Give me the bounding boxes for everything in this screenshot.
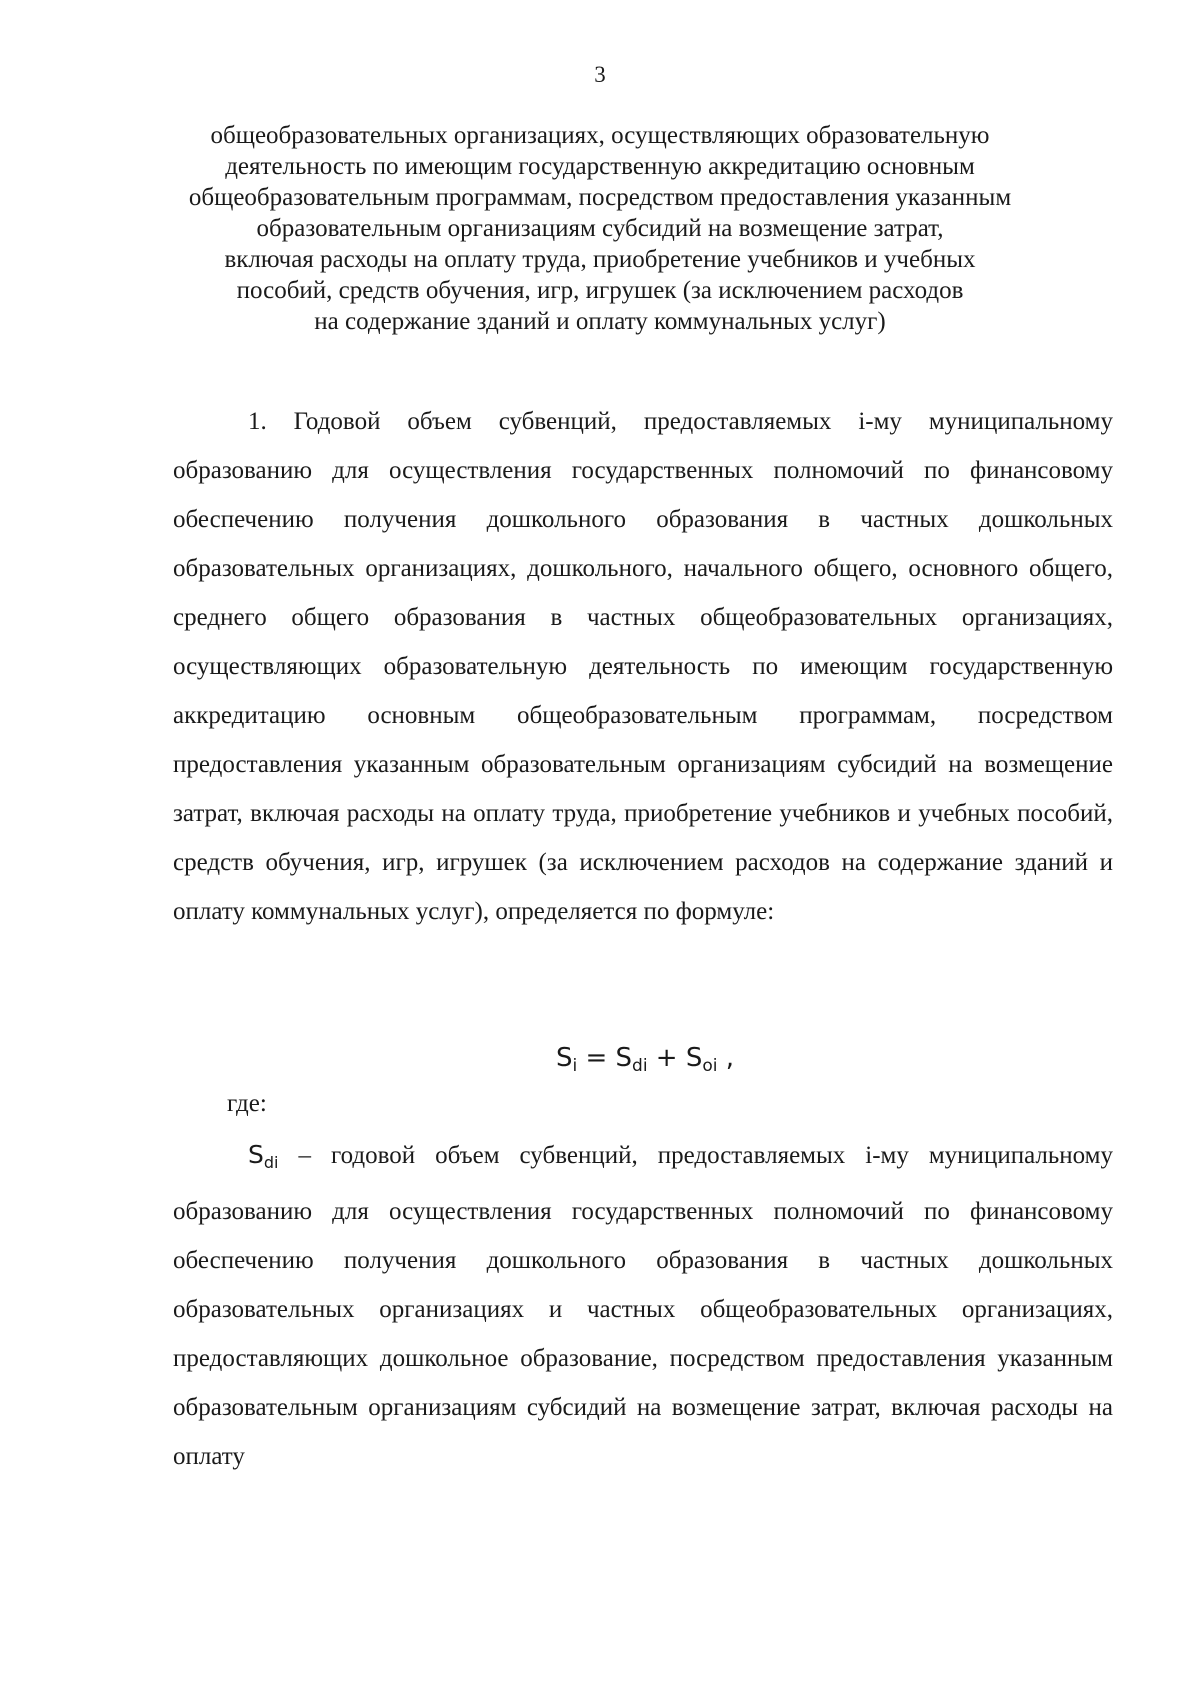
formula-term1-sub: di: [632, 1056, 648, 1076]
formula-lhs: S: [555, 1043, 573, 1073]
formula-plus: +: [647, 1043, 686, 1073]
where-label: где:: [227, 1090, 267, 1117]
heading-line: пособий, средств обучения, игр, игрушек (за исключением расходов: [236, 277, 964, 304]
section-heading: [150, 120, 1050, 337]
formula-tail: ,: [717, 1043, 735, 1073]
heading-line: включая расходы на оплату труда, приобретение учебников и учебных: [224, 246, 976, 273]
paragraph-2: [173, 1130, 1113, 1481]
formula-term2: S: [685, 1043, 703, 1073]
definition-text: – годовой объем субвенций, предоставляемых i-му муниципальному образованию для осуществления государственных полномочий по финансовому обеспечению получения дошкольного образования в частных дошкольных образовательных организациях и частных общеобразовательных организациях, предоставляющих дошкольное образование, посредством предоставления указанным образовательным организациям субсидий на возмещение затрат, включая расходы на оплату: [173, 1142, 1113, 1470]
definition-symbol-base: S: [248, 1140, 264, 1169]
formula-equals: =: [577, 1043, 616, 1073]
heading-line: на содержание зданий и оплату коммунальных услуг): [314, 308, 886, 335]
heading-line: общеобразовательным программам, посредством предоставления указанным: [188, 184, 1012, 211]
definition-symbol-sub: di: [263, 1153, 279, 1172]
definition-symbol: [248, 1140, 279, 1172]
heading-line: образовательным организациям субсидий на возмещение затрат,: [256, 215, 944, 242]
heading-line: общеобразовательных организациях, осуществляющих образовательную: [210, 122, 990, 149]
heading-line: деятельность по имеющим государственную аккредитацию основным: [225, 153, 975, 180]
formula-term2-sub: oi: [702, 1056, 718, 1076]
page-number: 3: [594, 62, 606, 87]
paragraph-1: 1. Годовой объем субвенций, предоставляемых i-му муниципальному образованию для осуществления государственных полномочий по финансовому обеспечению получения дошкольного образования в частных дошкольных образовательных организациях, дошкольного, начального общего, основного общего, среднего общего образования в частных общеобразовательных организациях, осуществляющих образовательную деятельность по имеющим государственную аккредитацию основным общеобразовательным программам, посредством предоставления указанным образовательным организациям субсидий на возмещение затрат, включая расходы на оплату труда, приобретение учебников и учебных пособий, средств обучения, игр, игрушек (за исключением расходов на содержание зданий и оплату коммунальных услуг), определяется по формуле:: [173, 408, 1113, 925]
formula: [0, 1040, 1200, 1084]
formula-lhs-sub: i: [572, 1056, 578, 1076]
formula-term1: S: [615, 1043, 633, 1073]
